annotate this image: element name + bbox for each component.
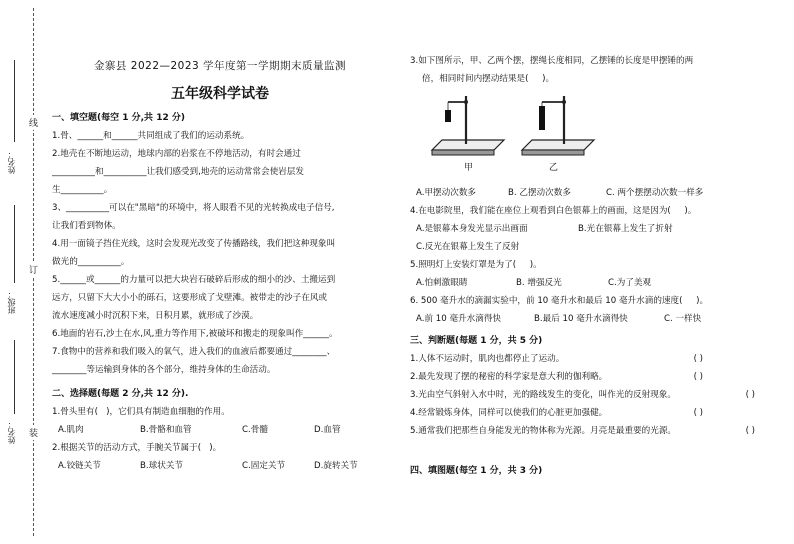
option: A.是银幕本身发光显示出画面 bbox=[416, 224, 528, 234]
s2-q1-options bbox=[52, 421, 388, 439]
judge-item bbox=[410, 404, 755, 422]
class-underline bbox=[14, 205, 15, 283]
binding-margin bbox=[0, 0, 46, 544]
option: B.光在银幕上发生了折射 bbox=[578, 224, 673, 234]
judge-text: 2.最先发现了摆的秘密的科学家是意大利的伽利略。 bbox=[410, 372, 608, 382]
answer-blank[interactable]: ( ) bbox=[745, 390, 755, 400]
s2-q4: 4.在电影院里，我们能在座位上观看到白色银幕上的画面，这是因为( )。 bbox=[410, 206, 697, 216]
exam-title: 金寨县 2022—2023 学年度第一学期期末质量监测 bbox=[93, 60, 347, 72]
section4-heading: 四、填图题(每空 1 分，共 3 分) bbox=[410, 466, 543, 476]
s1-line: 流水速度减小时沉积下来，日积月累，就形成了沙漠。 bbox=[52, 311, 259, 321]
s2-q3-line2: 倍，相同时间内摆动结果是( )。 bbox=[422, 74, 555, 84]
option: D.旋转关节 bbox=[314, 461, 358, 471]
option: C. 两个摆摆动次数一样多 bbox=[606, 188, 704, 198]
s1-line: ________等运输到身体的各个部分，维持身体的生命活动。 bbox=[52, 365, 276, 375]
s2-q2: 2.根据关节的活动方式，手腕关节属于( )。 bbox=[52, 443, 222, 453]
option: C. 一样快 bbox=[664, 314, 702, 324]
answer-blank[interactable]: ( ) bbox=[693, 372, 703, 382]
option: B.最后 10 毫升水滴得快 bbox=[534, 314, 628, 324]
option: C.反光在银幕上发生了反射 bbox=[416, 242, 520, 252]
paper-title: 五年级科学试卷 bbox=[171, 86, 269, 102]
judge-item bbox=[410, 350, 755, 368]
s1-line: 2.地壳在不断地运动，地球内部的岩浆在不停地活动，有时会通过 bbox=[52, 149, 301, 159]
option: A.甲摆动次数多 bbox=[416, 188, 477, 198]
s1-line: 6.地面的岩石,沙土在水,风,重力等作用下,被破坏和搬走的现象叫作______。 bbox=[52, 329, 338, 339]
s1-line: 5.______或______的力量可以把大块岩石破碎后形成的细小的沙、土搬运到 bbox=[52, 275, 336, 285]
judge-item bbox=[410, 422, 755, 440]
answer-blank[interactable]: ( ) bbox=[693, 408, 703, 418]
option: C.为了美观 bbox=[608, 278, 652, 288]
s1-line: 生__________。 bbox=[52, 185, 113, 195]
left-column bbox=[52, 0, 388, 475]
s2-q3-line1: 3.如下图所示，甲、乙两个摆，摆绳长度相同，乙摆锤的长度是甲摆锤的两 bbox=[410, 56, 694, 66]
section3-heading: 三、判断题(每题 1 分，共 5 分) bbox=[410, 336, 543, 346]
answer-blank[interactable]: ( ) bbox=[745, 426, 755, 436]
s2-q1: 1.骨头里有( )，它们具有制造血细胞的作用。 bbox=[52, 407, 230, 417]
name-underline bbox=[14, 60, 15, 142]
pendulum-diagram bbox=[424, 92, 604, 178]
option: A.肌肉 bbox=[58, 425, 84, 435]
section1-heading: 一、填空题(每空 1 分,共 12 分) bbox=[52, 113, 185, 123]
s2-q6: 6. 500 毫升水的滴漏实验中，前 10 毫升水和最后 10 毫升水滴的速度( )。 bbox=[410, 296, 709, 306]
student-name-underline bbox=[14, 340, 15, 414]
s1-line: 做光的__________。 bbox=[52, 257, 130, 267]
s1-line: __________和__________让我们感受到,地壳的运动常常会使岩层发 bbox=[52, 167, 304, 177]
class-label: 班级： bbox=[7, 290, 16, 314]
s2-q5: 5.照明灯上安装灯罩是为了( )。 bbox=[410, 260, 542, 270]
cut-mark-bind: 订 bbox=[29, 262, 38, 277]
s2-q5-options bbox=[410, 274, 755, 292]
option: B.骨骼和血管 bbox=[140, 425, 192, 435]
pendulum-jia bbox=[432, 96, 504, 173]
s1-line: 1.骨、______和______共同组成了我们的运动系统。 bbox=[52, 131, 250, 141]
judge-text: 5.通常我们把那些自身能发光的物体称为光源。月亮是最重要的光源。 bbox=[410, 426, 677, 436]
option: B. 增强反光 bbox=[516, 278, 562, 288]
judge-item bbox=[410, 368, 755, 386]
pendulum-figure bbox=[410, 92, 755, 182]
s2-q4-option-c bbox=[410, 238, 755, 256]
option: A.前 10 毫升水滴得快 bbox=[416, 314, 502, 324]
cut-mark-line: 线 bbox=[29, 115, 38, 130]
s2-q6-options bbox=[410, 310, 755, 328]
option: B.球状关节 bbox=[140, 461, 184, 471]
judge-item bbox=[410, 386, 755, 404]
option: C.骨髓 bbox=[242, 425, 268, 435]
answer-blank[interactable]: ( ) bbox=[693, 354, 703, 364]
s2-q2-options bbox=[52, 457, 388, 475]
s1-line: 远方，只留下大大小小的砾石，这要形成了戈壁滩。被带走的沙子在风或 bbox=[52, 293, 328, 303]
s2-q4-options bbox=[410, 220, 755, 238]
right-column bbox=[410, 0, 755, 480]
judge-text: 3.光由空气斜射入水中时，光的路线发生的变化，叫作光的反射现象。 bbox=[410, 390, 677, 400]
cut-mark-install: 装 bbox=[29, 425, 38, 440]
judge-text: 4.经常锻炼身体，同样可以使我们的心脏更加强健。 bbox=[410, 408, 608, 418]
s1-line: 4.用一面镜子挡住光线，这时会发现光改变了传播路线，我们把这种现象叫 bbox=[52, 239, 336, 249]
student-name-label: 姓名： bbox=[7, 420, 16, 444]
s1-line: 7.食物中的营养和我们吸入的氧气，进入我们的血液后都要通过________、 bbox=[52, 347, 336, 357]
s1-line: 让我们看到物体。 bbox=[52, 221, 121, 231]
option: B. 乙摆动次数多 bbox=[508, 188, 571, 198]
label-jia: 甲 bbox=[464, 163, 474, 173]
s1-line: 3、__________可以在"黑暗"的环境中，将人眼看不见的光转换成电子信号, bbox=[52, 203, 335, 213]
label-yi: 乙 bbox=[549, 163, 559, 173]
name-label: 姓名： bbox=[7, 150, 16, 174]
option: C.固定关节 bbox=[242, 461, 286, 471]
option: A.怕刺激眼睛 bbox=[416, 278, 468, 288]
judge-text: 1.人体不运动时，肌肉也都停止了运动。 bbox=[410, 354, 565, 364]
s2-q3-options bbox=[410, 184, 755, 202]
pendulum-yi bbox=[522, 96, 594, 173]
option: A.铰链关节 bbox=[58, 461, 101, 471]
option: D.血管 bbox=[314, 425, 341, 435]
section2-heading: 二、选择题(每题 2 分,共 12 分). bbox=[52, 389, 189, 399]
